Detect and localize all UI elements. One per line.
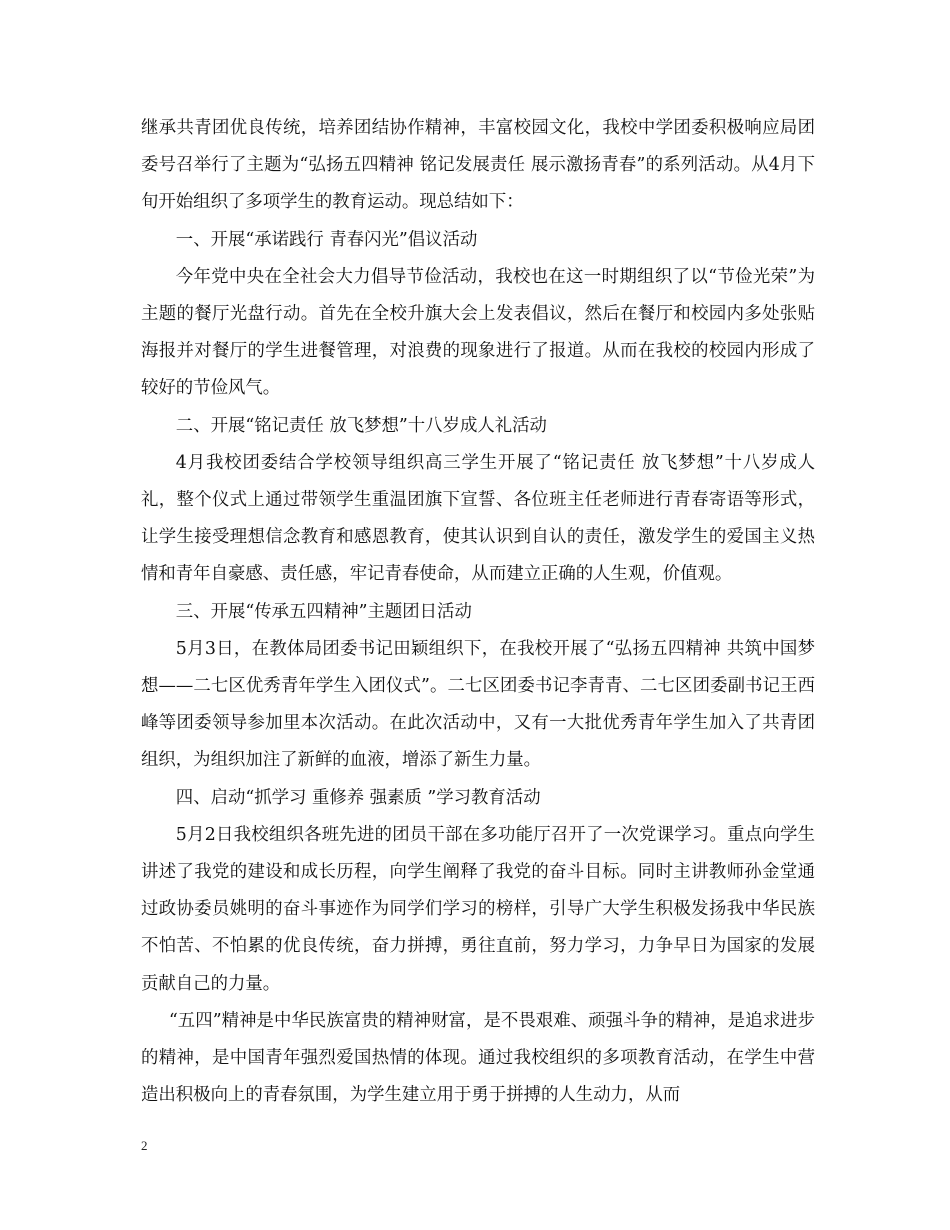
paragraph-conclusion: “五四”精神是中华民族富贵的精神财富，是不畏艰难、顽强斗争的精神，是追求进步的精神，是中国青年强烈爱国热情的体现。通过我校组织的多项教育活动，在学生中营造出积极向上的青春氛围，为学生建立用于勇于拼搏的人生动力，从而 xyxy=(141,1010,815,1106)
paragraph-section-3: 5月3日，在教体局团委书记田颖组织下，在我校开展了“弘扬五四精神 共筑中国梦想——二七区优秀青年学生入团仪式”。二七区团委书记李青青、二七区团委副书记王西峰等团委领导参加里本次活动。在此次活动中，又有一大批优秀青年学生加入了共青团组织，为组织加注了新鲜的血液，增添了新生力量。 xyxy=(141,638,815,771)
section-heading-3: 三、开展“传承五四精神”主题团日活动 xyxy=(175,601,472,622)
paragraph-section-4: 5月2日我校组织各班先进的团员干部在多功能厅召开了一次党课学习。重点向学生讲述了我党的建设和成长历程，向学生阐释了我党的奋斗目标。同时主讲教师孙金堂通过政协委员姚明的奋斗事迹作为同学们学习的榜样，引导广大学生积极发扬我中华民族不怕苦、不怕累的优良传统，奋力拼搏，勇往直前，努力学习，力争早日为国家的发展贡献自己的力量。 xyxy=(141,824,815,994)
paragraph-section-2: 4月我校团委结合学校领导组织高三学生开展了“铭记责任 放飞梦想”十八岁成人礼，整个仪式上通过带领学生重温团旗下宣誓、各位班主任老师进行青春寄语等形式，让学生接受理想信念教育和感恩教育，使其认识到自认的责任，激发学生的爱国主义热情和青年自豪感、责任感，牢记青春使命，从而建立正确的人生观，价值观。 xyxy=(141,452,815,585)
paragraph-section-1: 今年党中央在全社会大力倡导节俭活动，我校也在这一时期组织了以“节俭光荣”为主题的餐厅光盘行动。首先在全校升旗大会上发表倡议，然后在餐厅和校园内多处张贴海报并对餐厅的学生进餐管理，对浪费的现象进行了报道。从而在我校的校园内形成了较好的节俭风气。 xyxy=(141,266,815,399)
section-heading-1: 一、开展“承诺践行 青春闪光”倡议活动 xyxy=(175,229,478,250)
document-body xyxy=(141,110,815,1114)
section-heading-2: 二、开展“铭记责任 放飞梦想”十八岁成人礼活动 xyxy=(175,415,547,436)
page-number: 2 xyxy=(141,1138,148,1153)
section-heading-4: 四、启动“抓学习 重修养 强素质 ”学习教育活动 xyxy=(175,787,541,808)
paragraph-intro: 继承共青团优良传统，培养团结协作精神，丰富校园文化，我校中学团委积极响应局团委号召举行了主题为“弘扬五四精神 铭记发展责任 展示激扬青春”的系列活动。从4月下旬开始组织了多项学生的教育运动。现总结如下： xyxy=(141,118,815,213)
